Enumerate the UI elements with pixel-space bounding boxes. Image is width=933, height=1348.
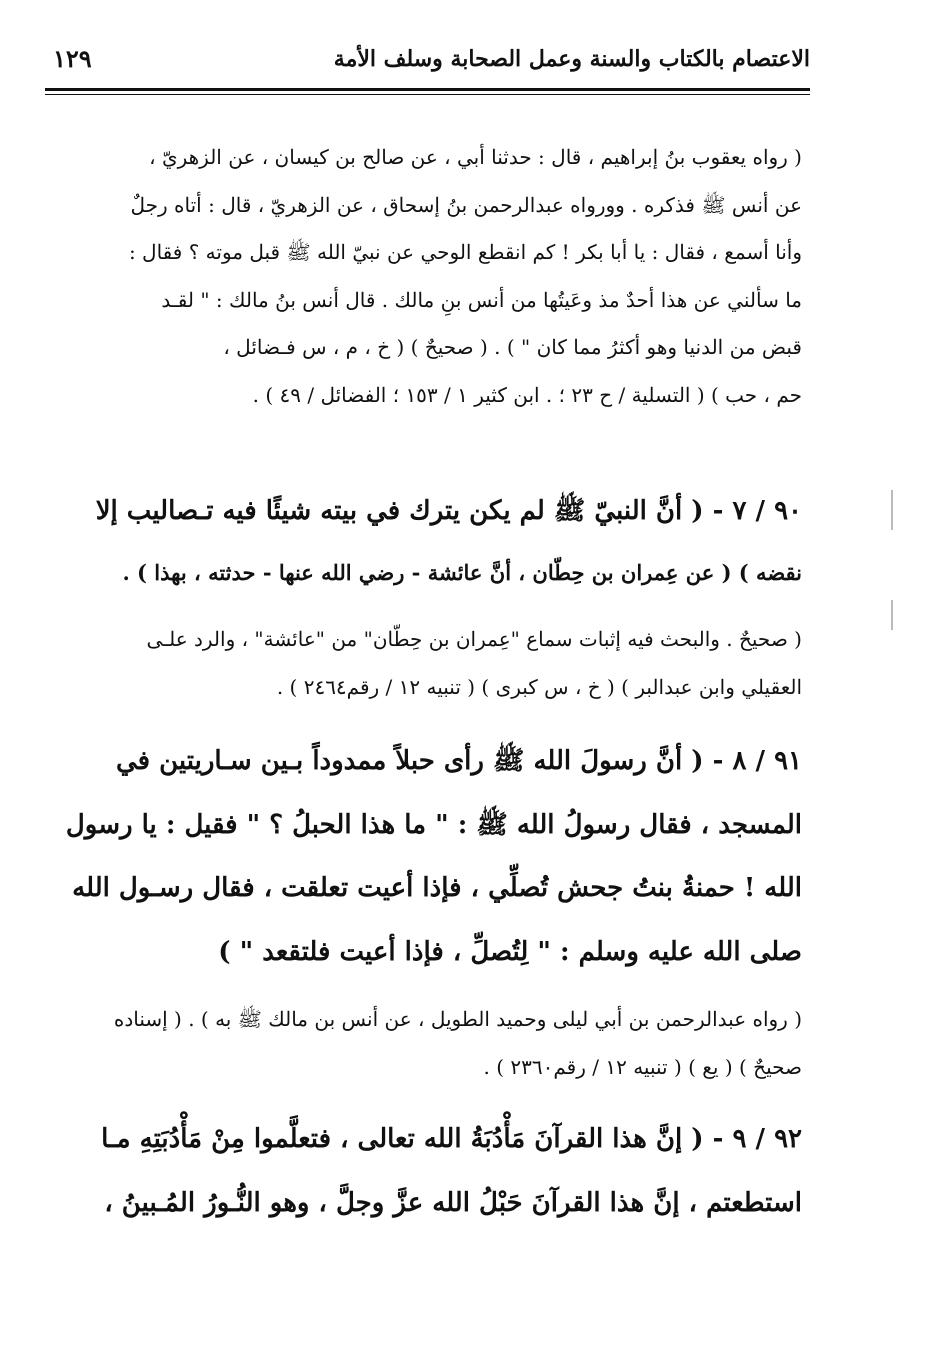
text-line: قبض من الدنيا وهو أكثرُ مما كان " ) . ( صحيحٌ ) ( خ ، م ، س فـضائل ، bbox=[223, 335, 802, 359]
hadith-91 bbox=[50, 730, 802, 984]
hadith-90 bbox=[50, 480, 802, 604]
running-title: الاعتصام بالكتاب والسنة وعمل الصحابة وسلف الأمة bbox=[333, 46, 810, 72]
hadith-92 bbox=[50, 1108, 802, 1235]
text-line: عن أنس ﷺ فذكره . وورواه عبدالرحمن بنُ إسحاق ، عن الزهريّ ، قال : أتاه رجلٌ bbox=[130, 192, 802, 217]
text-line: ٩٠ / ٧ - ( أنَّ النبيّ ﷺ لم يكن يترك في بيته شيئًا فيه تـصاليب إلا bbox=[95, 496, 802, 526]
text-line: ( رواه يعقوب بنُ إبراهيم ، قال : حدثنا أبي ، عن صالح بن كيسان ، عن الزهريّ ، bbox=[149, 145, 802, 169]
scan-artifact bbox=[891, 600, 893, 630]
header-rule-thick bbox=[45, 88, 810, 91]
text-line: المسجد ، فقال رسولُ الله ﷺ : " ما هذا الحبلُ ؟ " فقيل : يا رسول bbox=[65, 809, 802, 840]
text-line: ٩٢ / ٩ - ( إنَّ هذا القرآنَ مَأْدُبَةُ الله تعالى ، فتعلَّموا مِنْ مَأْدُبَتِهِ مـا bbox=[101, 1124, 802, 1154]
text-line: ما سألني عن هذا أحدٌ مذ وعَيتُها من أنس بنِ مالك . قال أنس بنُ مالك : " لقـد bbox=[161, 287, 802, 312]
header-rule-thin bbox=[45, 94, 810, 95]
text-line: ٩١ / ٨ - ( أنَّ رسولَ الله ﷺ رأى حبلاً ممدوداً بـين سـاريتين في bbox=[115, 746, 802, 776]
text-line: استطعتم ، إنَّ هذا القرآنَ حَبْلُ الله عزَّ وجلَّ ، وهو النُّـورُ المُـبينُ ، bbox=[104, 1187, 802, 1218]
text-line: الله ! حمنةُ بنتُ جحش تُصلِّي ، فإذا أعيت تعلقت ، فقال رسـول الله bbox=[72, 873, 802, 903]
text-line: وأنا أسمع ، فقال : يا أبا بكر ! كم انقطع الوحي عن نبيّ الله ﷺ قبل موته ؟ فقال : bbox=[128, 240, 802, 264]
text-line: صحيحٌ ) ( يع ) ( تنبيه ١٢ / رقم٢٣٦٠ ) . bbox=[483, 1054, 802, 1079]
page-number: ١٢٩ bbox=[53, 44, 92, 73]
page-header bbox=[45, 40, 810, 85]
scan-artifact bbox=[891, 490, 893, 530]
text-line: حم ، حب ) ( التسلية / ح ٢٣ ؛ . ابن كثير ١ / ١٥٣ ؛ الفضائل / ٤٩ ) . bbox=[252, 382, 802, 407]
text-line: نقضه ) ( عن عِمران بن حِطّان ، أنَّ عائشة - رضي الله عنها - حدثته ، بهذا ) . bbox=[122, 560, 802, 585]
footnote-block-2 bbox=[50, 616, 802, 711]
text-line: العقيلي وابن عبدالبر ) ( خ ، س كبرى ) ( تنبيه ١٢ / رقم٢٤٦٤ ) . bbox=[276, 674, 802, 699]
text-line: صلى الله عليه وسلم : " لِتُصلِّ ، فإذا أعيت فلتقعد " ) bbox=[218, 936, 802, 967]
footnote-block-1 bbox=[50, 134, 802, 419]
text-line: ( صحيحٌ . والبحث فيه إثبات سماع "عِمران بن حِطّان" من "عائشة" ، والرد علـى bbox=[146, 627, 802, 651]
text-line: ( رواه عبدالرحمن بن أبي ليلى وحميد الطويل ، عن أنس بن مالك ﷺ به ) . ( إسناده bbox=[113, 1007, 802, 1031]
footnote-block-3 bbox=[50, 996, 802, 1091]
